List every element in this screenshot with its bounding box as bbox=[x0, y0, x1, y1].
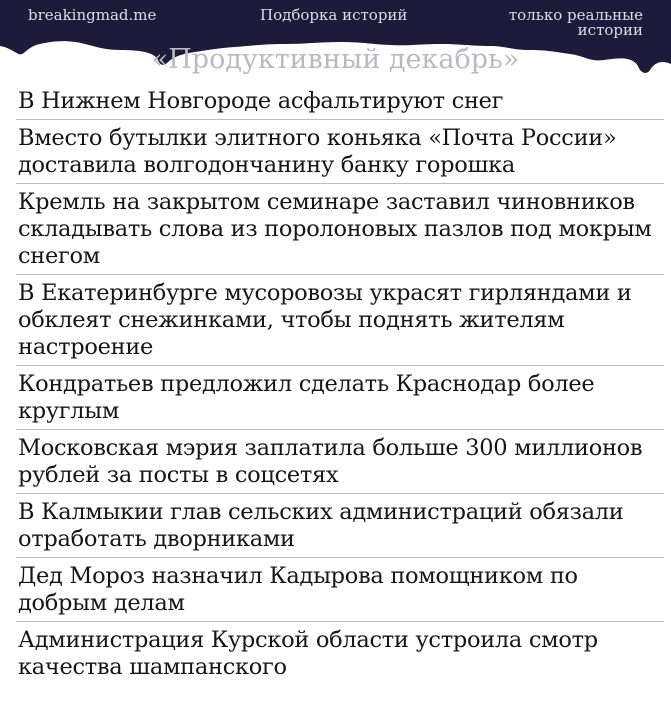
site-tagline: только реальные истории bbox=[508, 6, 643, 39]
story-item[interactable]: В Калмыкии глав сельских администраций обязали отработать дворниками bbox=[16, 493, 664, 557]
section-title: Подборка историй bbox=[260, 6, 408, 24]
story-list bbox=[16, 83, 664, 685]
story-item[interactable]: Московская мэрия заплатила больше 300 миллионов рублей за посты в соцсетях bbox=[16, 429, 664, 493]
page-title: «Продуктивный декабрь» bbox=[151, 44, 520, 75]
site-name[interactable]: breakingmad.me bbox=[28, 6, 157, 24]
story-item[interactable]: В Нижнем Новгороде асфальтируют снег bbox=[18, 88, 504, 114]
story-item[interactable]: Вместо бутылки элитного коньяка «Почта России» доставила волгодончанину банку горошка bbox=[16, 119, 664, 183]
story-item[interactable]: Кондратьев предложил сделать Краснодар более круглым bbox=[16, 365, 664, 429]
story-item[interactable]: Администрация Курской области устроила смотр качества шампанского bbox=[16, 621, 664, 685]
story-item[interactable]: Дед Мороз назначил Кадырова помощником по добрым делам bbox=[16, 557, 664, 621]
story-item[interactable]: Кремль на закрытом семинаре заставил чиновников складывать слова из поролоновых пазлов под мокрым снегом bbox=[16, 183, 664, 274]
story-item[interactable]: В Екатеринбурге мусоровозы украсят гирляндами и обклеят снежинками, чтобы поднять жителям настроение bbox=[16, 274, 664, 365]
